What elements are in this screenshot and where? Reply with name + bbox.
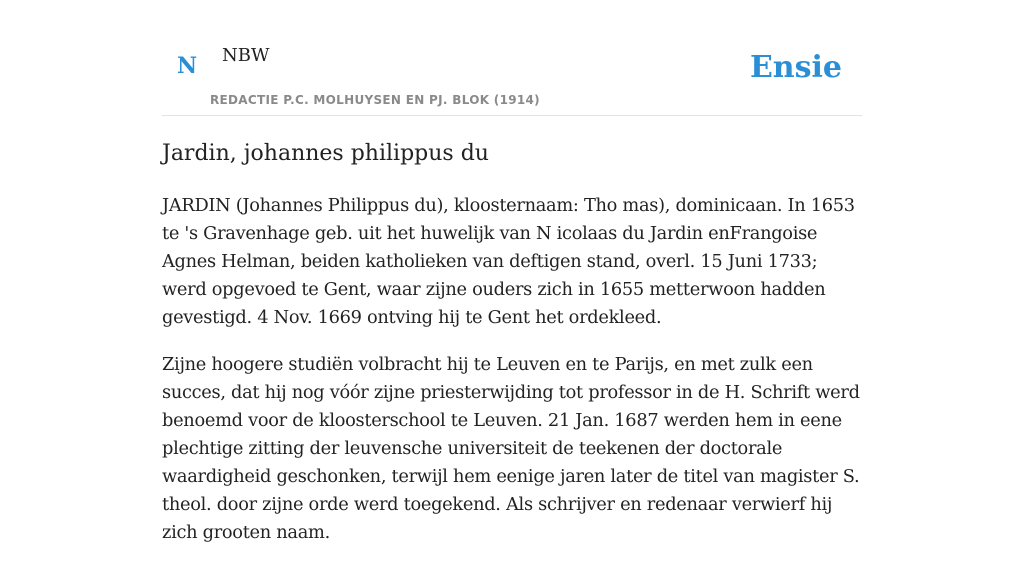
article-body [162, 192, 862, 566]
brand-logo-link[interactable]: Ensie [749, 50, 842, 85]
article-paragraph: Zijne hoogere studiën volbracht hij te Leuven en te Parijs, en met zulk een succes, dat hij nog vóór zijne priesterwijding tot professor in de H. Schrift werd benoemd voor de kloosterschool te Leuven. 21 Jan. 1687 werden hem in eene plechtige zitting der leuvensche universiteit de teekenen der doctorale waardigheid geschonken, terwijl hem eenige jaren later de titel van magister S. theol. door zijne orde werd toegekend. Als schrijver en redenaar verwierf hij zich grooten naam. [162, 354, 860, 543]
source-logo-icon[interactable]: N [177, 53, 198, 79]
source-name[interactable]: NBW [222, 45, 270, 66]
article-paragraph: JARDIN (Johannes Philippus du), kloosternaam: Tho mas), dominicaan. In 1653 te 's Gravenhage geb. uit het huwelijk van N icolaas du Jardin enFrangoise Agnes Helman, beiden katholieken van deftigen stand, overl. 15 Juni 1733; werd opgevoed te Gent, waar zijne ouders zich in 1655 metterwoon hadden gevestigd. 4 Nov. 1669 ontving hij te Gent het ordekleed. [162, 195, 855, 328]
article-title: Jardin, johannes philippus du [162, 141, 489, 166]
source-subtitle: REDACTIE P.C. MOLHUYSEN EN PJ. BLOK (1914) [210, 93, 540, 107]
site-header [162, 0, 862, 116]
